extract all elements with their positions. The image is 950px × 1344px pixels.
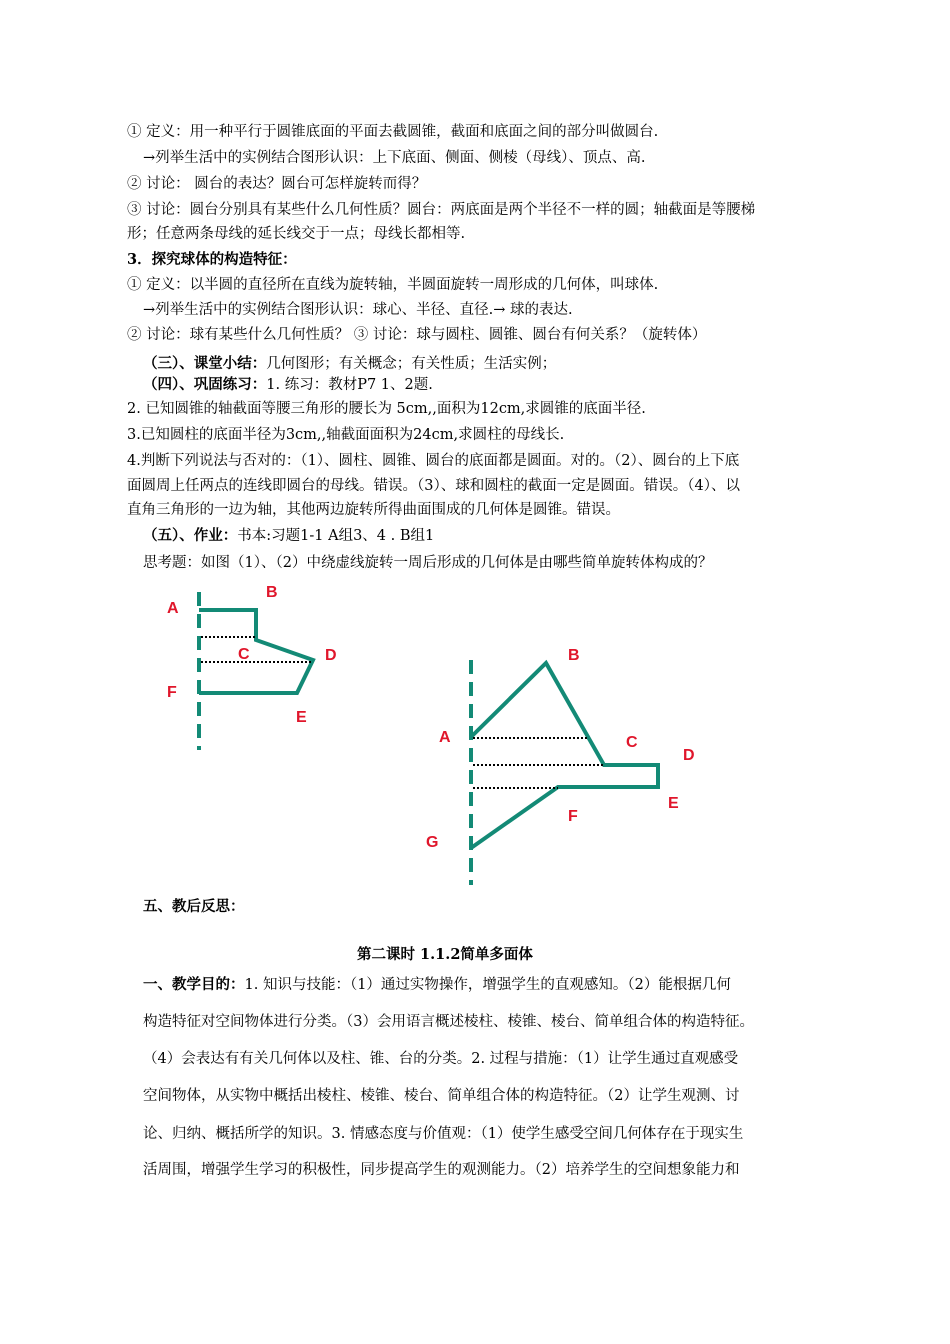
text-line: ② 讨论：球有某些什么几何性质？ ③ 讨论：球与圆柱、圆锥、圆台有何关系？（旋转体） xyxy=(127,327,707,343)
point-label: D xyxy=(325,647,337,664)
text-line: ② 讨论： 圆台的表达？圆台可怎样旋转而得？ xyxy=(127,176,427,192)
homework-text: 书本:习题1-1 A组3、4 . B组1 xyxy=(237,528,435,544)
text-line: 活周围，增强学生学习的积极性，同步提高学生的观测能力。（2）培养学生的空间想象能力和 xyxy=(143,1162,740,1178)
profile-outline xyxy=(471,663,658,848)
point-label: C xyxy=(238,646,250,663)
point-label: G xyxy=(426,834,439,851)
practice-text: 1. 练习：教材P7 1、2题. xyxy=(266,377,433,393)
point-label: F xyxy=(568,808,578,825)
text-line: 思考题：如图（1）、（2）中绕虚线旋转一周后形成的几何体是由哪些简单旋转体构成的？ xyxy=(143,555,713,571)
point-label: B xyxy=(568,647,580,664)
objectives-heading: 一、教学目的： xyxy=(143,976,245,993)
summary-heading: （三）、课堂小结： xyxy=(143,355,267,372)
objectives-line xyxy=(143,975,731,995)
text-line: ③ 讨论：圆台分别具有某些什么几何性质？圆台：两底面是两个半径不一样的圆；轴截面是等腰梯 xyxy=(127,202,756,218)
profile-outline xyxy=(199,610,313,693)
text-line: 直角三角形的一边为轴，其他两边旋转所得曲面围成的几何体是圆锥。错误。 xyxy=(127,502,620,518)
text-line: 4.判断下列说法与否对的：（1）、圆柱、圆锥、圆台的底面都是圆面。对的。（2）、圆台的上下底 xyxy=(127,453,740,469)
point-label: A xyxy=(439,729,451,746)
text-line: 论、归纳、概括所学的知识。3. 情感态度与价值观：（1）使学生感受空间几何体存在于现实生 xyxy=(143,1126,744,1142)
point-label: E xyxy=(296,709,307,726)
text-line: 形；任意两条母线的延长线交于一点；母线长都相等. xyxy=(127,226,466,242)
objectives-text: 1. 知识与技能：（1）通过实物操作，增强学生的直观感知。（2）能根据几何 xyxy=(244,977,731,993)
point-label: F xyxy=(167,684,177,701)
summary-text: 几何图形；有关概念；有关性质；生活实例； xyxy=(266,356,557,372)
text-line: 空间物体，从实物中概括出棱柱、棱锥、棱台、简单组合体的构造特征。（2）让学生观测、讨 xyxy=(143,1088,740,1104)
practice-heading: （四）、巩固练习： xyxy=(143,376,267,393)
point-label: B xyxy=(266,584,278,601)
text-line: 面圆周上任两点的连线即圆台的母线。错误。（3）、球和圆柱的截面一定是圆面。错误。（4）、以 xyxy=(127,478,740,494)
text-line: （4）会表达有有关几何体以及柱、锥、台的分类。2. 过程与措施：（1）让学生通过直观感受 xyxy=(143,1051,739,1067)
section-heading: 3．探究球体的构造特征： xyxy=(127,251,297,268)
text-line: ① 定义：以半圆的直径所在直线为旋转轴，半圆面旋转一周形成的几何体，叫球体. xyxy=(127,277,659,293)
text-line: 2. 已知圆锥的轴截面等腰三角形的腰长为 5cm,,面积为12cm,求圆锥的底面半径. xyxy=(127,401,646,417)
point-label: E xyxy=(668,795,679,812)
point-label: D xyxy=(683,747,695,764)
text-line: 3.已知圆柱的底面半径为3cm,,轴截面面积为24cm,求圆柱的母线长. xyxy=(127,427,565,443)
homework-heading: （五）、作业： xyxy=(143,527,238,544)
text-line: 构造特征对空间物体进行分类。（3）会用语言概述棱柱、棱锥、棱台、简单组合体的构造特征。 xyxy=(143,1014,754,1030)
lesson-title: 第二课时 1.1.2简单多面体 xyxy=(357,946,533,963)
text-line: →列举生活中的实例结合图形认识：上下底面、侧面、侧棱（母线）、顶点、高. xyxy=(143,150,646,166)
figure-2 xyxy=(426,647,695,885)
point-label: A xyxy=(167,600,179,617)
text-line: ① 定义：用一种平行于圆锥底面的平面去截圆锥，截面和底面之间的部分叫做圆台. xyxy=(127,124,659,140)
point-label: C xyxy=(626,734,638,751)
text-line: →列举生活中的实例结合图形认识：球心、半径、直径.→ 球的表达. xyxy=(143,302,573,318)
figure-1 xyxy=(167,584,337,750)
reflection-heading: 五、教后反思： xyxy=(143,898,245,915)
